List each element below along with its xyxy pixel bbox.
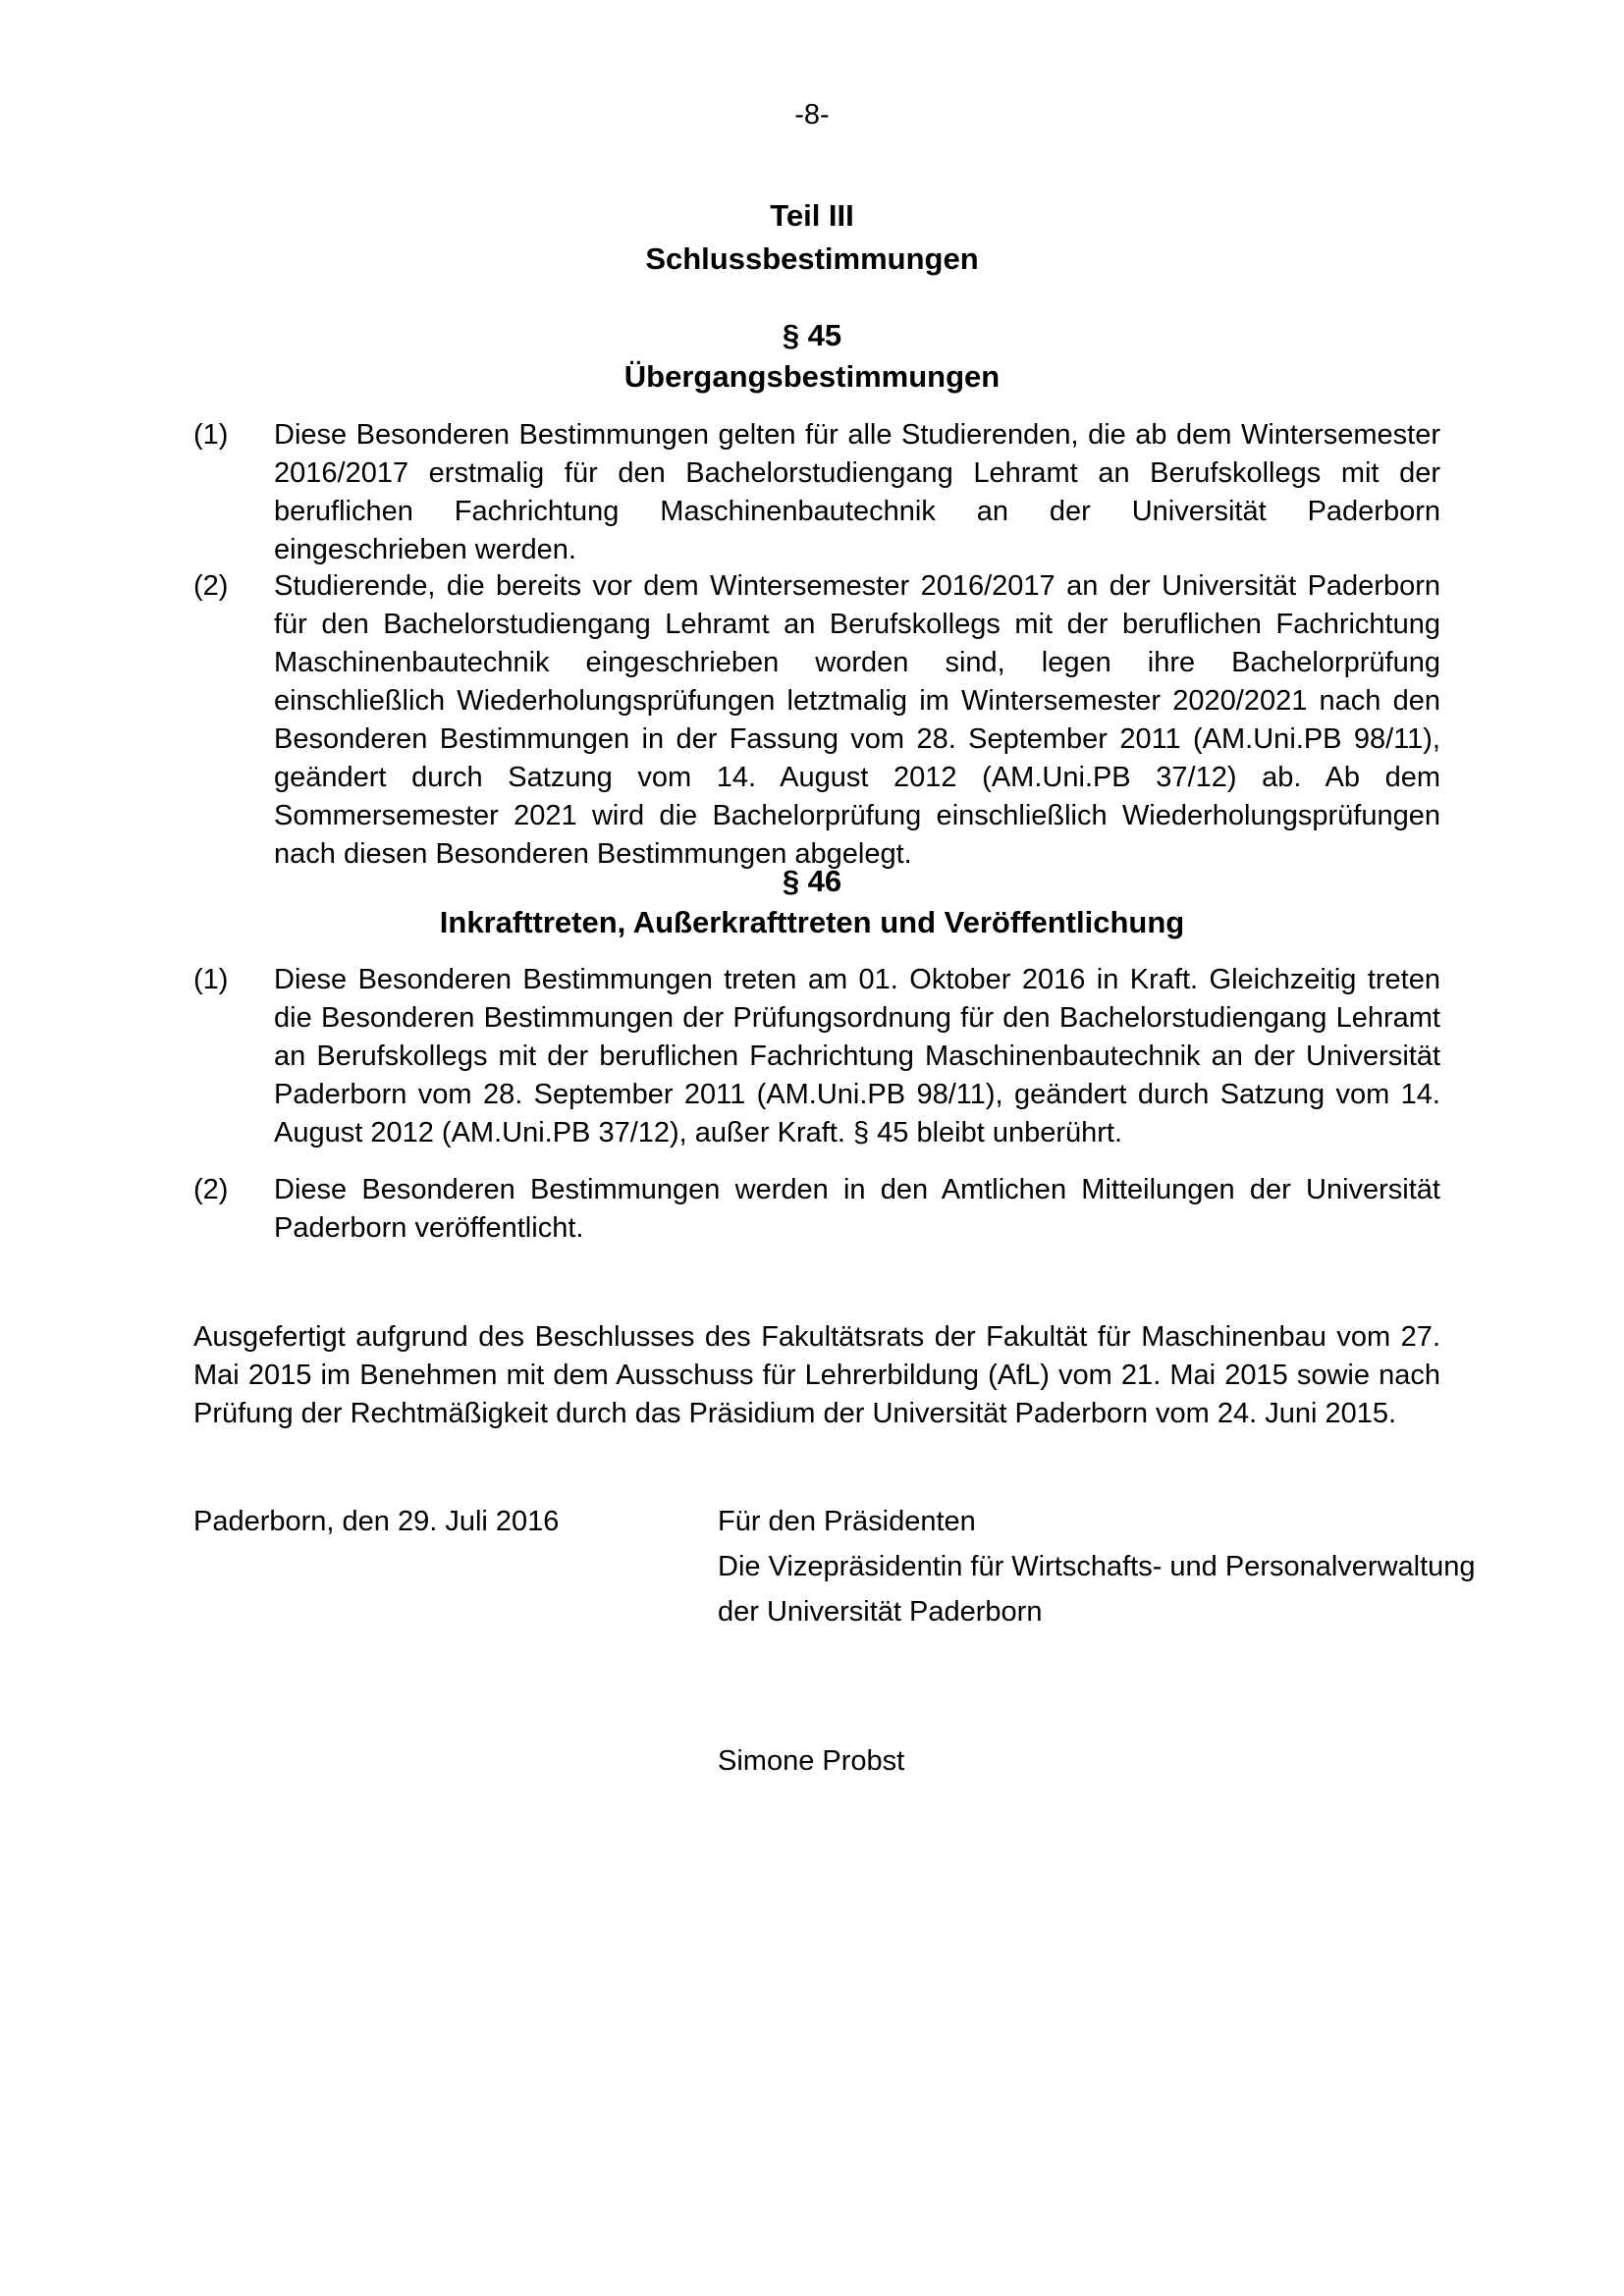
signatory-name: Simone Probst — [718, 1745, 905, 1777]
clause-text: Diese Besonderen Bestimmungen werden in den Amtlichen Mitteilungen der Universität Paderborn veröffentlicht. — [274, 1174, 1440, 1244]
signature-line-2: Die Vizepräsidentin für Wirtschafts- und Personalverwaltung — [718, 1551, 1476, 1582]
section-46-title: Inkrafttreten, Außerkrafttreten und Veröffentlichung — [439, 905, 1185, 939]
clause-number: (1) — [193, 419, 229, 451]
signature-line-1: Für den Präsidenten — [718, 1506, 976, 1537]
part-subtitle: Schlussbestimmungen — [645, 241, 979, 276]
clause-text: Studierende, die bereits vor dem Wintersemester 2016/2017 an der Universität Paderborn für den Bachelorstudiengang Lehramt an Berufskollegs mit der beruflichen Fachrichtung Maschinenbautechnik eingeschrieben worden sind, legen ihre Bachelorprüfung einschließlich Wiederholungsprüfungen letztmalig im Wintersemester 2020/2021 nach den Besonderen Bestimmungen in der Fassung vom 28. September 2011 (AM.Uni.PB 98/11), geändert durch Satzung vom 14. August 2012 (AM.Uni.PB 37/12) ab. Ab dem Sommersemester 2021 wird die Bachelorprüfung einschließlich Wiederholungsprüfungen nach diesen Besonderen Bestimmungen abgelegt. — [274, 570, 1440, 870]
page-number: -8- — [794, 99, 830, 131]
section-45-clause-1 — [193, 416, 1440, 569]
part-title: Teil III — [770, 198, 854, 233]
clause-text: Diese Besonderen Bestimmungen treten am 01. Oktober 2016 in Kraft. Gleichzeitig treten die Besonderen Bestimmungen der Prüfungsordnung für den Bachelorstudiengang Lehramt an Berufskollegs mit der beruflichen Fachrichtung Maschinenbautechnik an der Universität Paderborn vom 28. September 2011 (AM.Uni.PB 98/11), geändert durch Satzung vom 14. August 2012 (AM.Uni.PB 37/12), außer Kraft. § 45 bleibt unberührt. — [274, 964, 1440, 1148]
section-45-number: § 45 — [782, 318, 842, 352]
clause-text: Diese Besonderen Bestimmungen gelten für alle Studierenden, die ab dem Wintersemester 2016/2017 erstmalig für den Bachelorstudiengang Lehramt an Berufskollegs mit der beruflichen Fachrichtung Maschinenbautechnik an der Universität Paderborn eingeschrieben werden. — [274, 419, 1440, 565]
clause-number: (2) — [193, 570, 229, 602]
closing-paragraph: Ausgefertigt aufgrund des Beschlusses des Fakultätsrats der Fakultät für Maschinenbau vom 27. Mai 2015 im Benehmen mit dem Ausschuss für Lehrerbildung (AfL) vom 21. Mai 2015 sowie nach Prüfung der Rechtmäßigkeit durch das Präsidium der Universität Paderborn vom 24. Juni 2015. — [193, 1321, 1440, 1429]
section-46-clause-2 — [193, 1171, 1440, 1248]
signature-place-date: Paderborn, den 29. Juli 2016 — [193, 1506, 560, 1537]
section-45-title: Übergangsbestimmungen — [623, 359, 1001, 394]
clause-number: (1) — [193, 964, 229, 995]
section-46-number: § 46 — [782, 864, 842, 898]
section-46-clause-1 — [193, 961, 1440, 1152]
clause-number: (2) — [193, 1174, 229, 1205]
signature-line-3: der Universität Paderborn — [718, 1596, 1043, 1628]
section-45-clause-2 — [193, 567, 1440, 874]
